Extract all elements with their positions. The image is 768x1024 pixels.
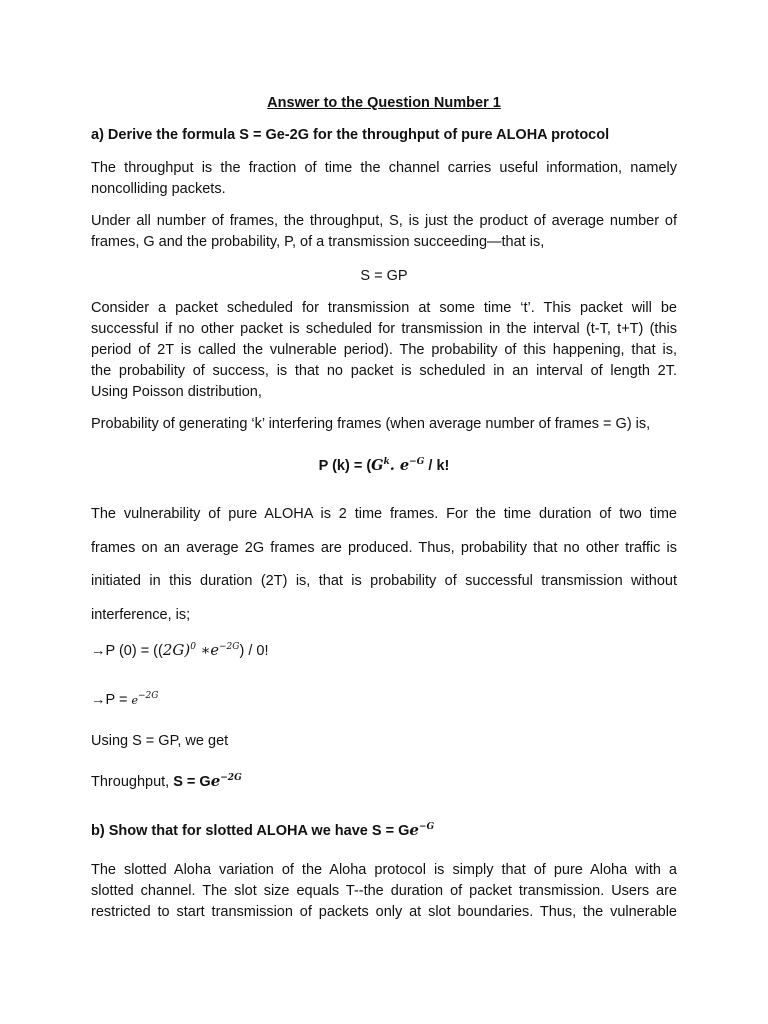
text-line: The slotted Aloha variation of the Aloha protocol is simply that of pure Aloha with a <box>91 862 677 878</box>
paragraph-slotted-aloha <box>91 860 677 923</box>
paragraph-poisson-intro: Probability of generating ‘k’ interfering frames (when average number of frames = G) is, <box>91 416 651 432</box>
text-line: slotted channel. The slot size equals T--the duration of packet transmission. Users are <box>91 883 677 899</box>
part-b-heading: b) Show that for slotted ALOHA we have $S = Ge^{-G}$ <box>91 821 435 839</box>
text-line: interference, is; <box>91 606 191 623</box>
equation-poisson: P $(k) = (G^k$. $e^{-G}$ / k! <box>318 457 450 474</box>
text-line: the probability of success, is that no packet is scheduled in an interval of length 2T. <box>91 363 677 379</box>
text-line: frames, G and the probability, P, of a transmission succeeding—that is, <box>91 234 545 250</box>
text-line: initiated in this duration (2T) is, that is probability of successful transmission without <box>91 573 677 589</box>
equation-throughput: Throughput, $S = Ge^{-2G}$ <box>91 772 242 790</box>
equation-p: $\to P = e^{-2G}$ <box>91 691 159 708</box>
text-line: Consider a packet scheduled for transmission at some time ‘t’. This packet will be <box>91 300 677 316</box>
paragraph-throughput-product <box>91 211 677 253</box>
text-line: successful if no other packet is scheduled for transmission in the interval (t-T, t+T) (this <box>91 321 677 337</box>
text-line: noncolliding packets. <box>91 181 226 197</box>
paragraph-vulnerable-period <box>91 298 677 403</box>
document-title: Answer to the Question Number 1 <box>267 95 501 111</box>
text-line: The throughput is the fraction of time the channel carries useful information, namely <box>91 160 677 176</box>
text-line: Using Poisson distribution, <box>91 384 262 400</box>
part-a-heading: a) Derive the formula S = Ge-2G for the throughput of pure ALOHA protocol <box>91 127 610 143</box>
text-line: restricted to start transmission of packets only at slot boundaries. Thus, the vulnerable <box>91 904 677 920</box>
paragraph-vulnerability <box>91 498 677 632</box>
paragraph-using-s-gp: Using S = GP, we get <box>91 733 229 749</box>
equation-s-gp: S = GP <box>360 268 408 284</box>
text-line: frames on an average 2G frames are produced. Thus, probability that no other traffic is <box>91 539 677 556</box>
text-line: Under all number of frames, the throughput, S, is just the product of average number of <box>91 213 677 229</box>
text-line: The vulnerability of pure ALOHA is 2 time frames. For the time duration of two time <box>91 506 677 522</box>
paragraph-throughput-definition <box>91 158 677 200</box>
text-line: period of 2T is called the vulnerable period). The probability of this happening, that is, <box>91 342 677 358</box>
equation-p0: →P $(0) = ((2G)^0$ $∗e^{-2G}) / 0$! <box>91 641 269 659</box>
